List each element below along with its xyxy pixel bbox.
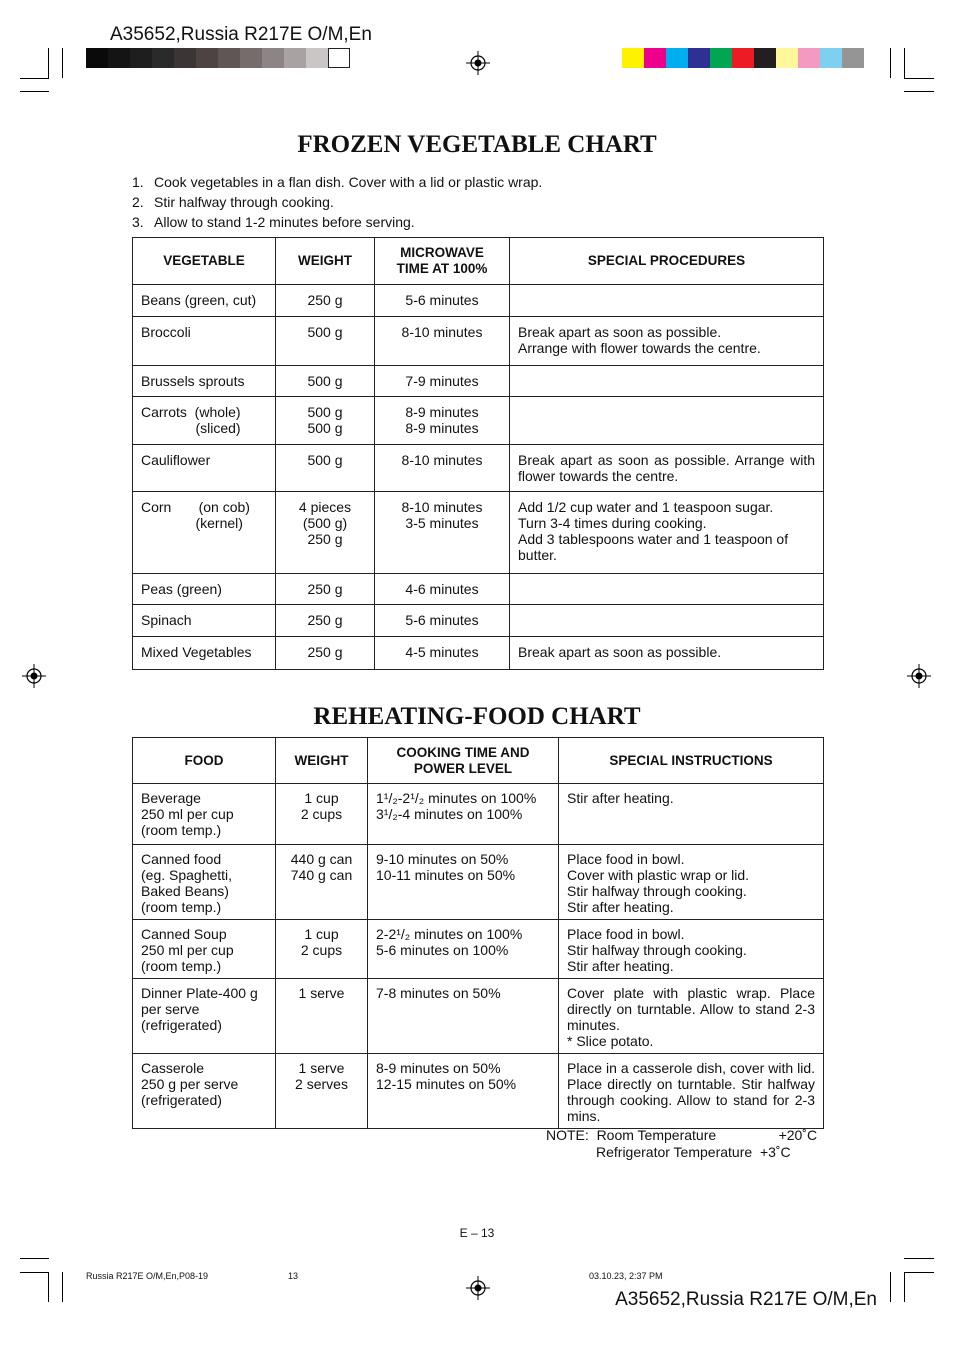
time-cell: 8-10 minutes — [375, 445, 510, 492]
table-row — [133, 784, 824, 845]
reheat-chart-title: REHEATING-FOOD CHART — [313, 703, 641, 730]
food-cell: Beverage 250 ml per cup (room temp.) — [133, 784, 276, 845]
table-row — [133, 397, 824, 445]
color-swatch — [196, 48, 218, 68]
instruction-cell: Place in a casserole dish, cover with lid. Place directly on turntable. Stir halfway through cooking. Allow to stand for 2-3 mins. — [559, 1054, 824, 1129]
registration-mark-icon — [466, 1276, 490, 1300]
color-swatch — [174, 48, 196, 68]
table-row — [133, 285, 824, 317]
registration-mark-icon — [907, 664, 931, 688]
document-code-bottom: A35652,Russia R217E O/M,En — [615, 1289, 877, 1310]
table-row — [133, 445, 824, 492]
color-swatch — [820, 48, 842, 68]
table-row — [133, 920, 824, 979]
food-cell: Dinner Plate-400 g per serve (refrigerated) — [133, 979, 276, 1054]
time-cell: 8-10 minutes 3-5 minutes — [375, 492, 510, 574]
procedure-cell — [510, 397, 824, 445]
weight-cell: 250 g — [276, 574, 375, 605]
weight-cell: 4 pieces (500 g) 250 g — [276, 492, 375, 574]
time-cell: 8-9 minutes 8-9 minutes — [375, 397, 510, 445]
food-cell: Casserole 250 g per serve (refrigerated) — [133, 1054, 276, 1129]
column-header-special-procedures: SPECIAL PROCEDURES — [510, 238, 824, 285]
weight-cell: 250 g — [276, 637, 375, 670]
cooking-time-cell: 7-8 minutes on 50% — [368, 979, 559, 1054]
procedure-cell: Break apart as soon as possible. Arrange with flower towards the centre. — [510, 317, 824, 366]
procedure-cell: Break apart as soon as possible. Arrange with flower towards the centre. — [510, 445, 824, 492]
color-swatch — [284, 48, 306, 68]
food-cell: Canned Soup 250 ml per cup (room temp.) — [133, 920, 276, 979]
column-header-special-instructions: SPECIAL INSTRUCTIONS — [559, 738, 824, 784]
table-row — [133, 366, 824, 397]
page-number: E – 13 — [459, 1226, 495, 1240]
vegetable-cell: Brussels sprouts — [133, 366, 276, 397]
color-swatch — [262, 48, 284, 68]
instruction-item: 3. Allow to stand 1-2 minutes before serving. — [132, 214, 415, 230]
color-swatch — [732, 48, 754, 68]
sheet-number: 13 — [288, 1271, 299, 1281]
color-swatch — [798, 48, 820, 68]
weight-cell: 500 g — [276, 445, 375, 492]
table-row — [133, 574, 824, 605]
weight-cell: 500 g — [276, 317, 375, 366]
instruction-cell: Place food in bowl. Stir halfway through cooking. Stir after heating. — [559, 920, 824, 979]
color-swatch — [842, 48, 864, 68]
color-swatch — [644, 48, 666, 68]
file-slug: Russia R217E O/M,En,P08-19 — [86, 1271, 209, 1281]
color-calibration-bar — [622, 48, 864, 68]
column-header-weight: WEIGHT — [276, 738, 368, 784]
time-cell: 5-6 minutes — [375, 605, 510, 637]
vegetable-cell: Spinach — [133, 605, 276, 637]
procedure-cell — [510, 366, 824, 397]
cooking-time-cell: 2-2¹/₂ minutes on 100% 5-6 minutes on 100% — [368, 920, 559, 979]
weight-cell: 250 g — [276, 605, 375, 637]
table-row — [133, 605, 824, 637]
vegetable-cell: Corn (on cob) (kernel) — [133, 492, 276, 574]
reheating-food-table — [132, 737, 824, 1129]
weight-cell: 500 g — [276, 366, 375, 397]
table-row — [133, 492, 824, 574]
frozen-vegetable-table — [132, 237, 824, 670]
color-swatch — [666, 48, 688, 68]
color-swatch — [240, 48, 262, 68]
table-row — [133, 317, 824, 366]
instruction-cell: Cover plate with plastic wrap. Place directly on turntable. Allow to stand 2-3 minutes. * Slice potato. — [559, 979, 824, 1054]
print-datetime: 03.10.23, 2:37 PM — [589, 1271, 663, 1281]
column-header-weight: WEIGHT — [276, 238, 375, 285]
vegetable-cell: Beans (green, cut) — [133, 285, 276, 317]
cooking-time-cell: 1¹/₂-2¹/₂ minutes on 100% 3¹/₂-4 minutes on 100% — [368, 784, 559, 845]
procedure-cell: Add 1/2 cup water and 1 teaspoon sugar. Turn 3-4 times during cooking. Add 3 tablespoons water and 1 teaspoon of butter. — [510, 492, 824, 574]
table-row — [133, 979, 824, 1054]
column-header-cooking-time: COOKING TIME AND POWER LEVEL — [368, 738, 559, 784]
table-row — [133, 845, 824, 920]
registration-mark-icon — [466, 51, 490, 75]
color-swatch — [86, 48, 108, 68]
weight-cell: 440 g can 740 g can — [276, 845, 368, 920]
frozen-instructions-list — [132, 172, 542, 232]
frozen-chart-title: FROZEN VEGETABLE CHART — [297, 131, 657, 158]
document-code-top: A35652,Russia R217E O/M,En — [110, 24, 372, 45]
color-swatch — [622, 48, 644, 68]
color-swatch — [218, 48, 240, 68]
cooking-time-cell: 8-9 minutes on 50% 12-15 minutes on 50% — [368, 1054, 559, 1129]
vegetable-cell: Broccoli — [133, 317, 276, 366]
cooking-time-cell: 9-10 minutes on 50% 10-11 minutes on 50% — [368, 845, 559, 920]
instruction-cell: Place food in bowl. Cover with plastic wrap or lid. Stir halfway through cooking. Stir after heating. — [559, 845, 824, 920]
procedure-cell — [510, 574, 824, 605]
temperature-note: NOTE: Room Temperature +20˚C Refrigerator Temperature +3˚C — [546, 1127, 818, 1160]
instruction-item: 2. Stir halfway through cooking. — [132, 194, 334, 210]
registration-mark-icon — [22, 664, 46, 688]
color-swatch — [688, 48, 710, 68]
color-swatch — [306, 48, 328, 68]
column-header-food: FOOD — [133, 738, 276, 784]
instruction-item: 1. Cook vegetables in a flan dish. Cover with a lid or plastic wrap. — [132, 174, 543, 190]
procedure-cell — [510, 605, 824, 637]
color-swatch — [710, 48, 732, 68]
weight-cell: 1 cup 2 cups — [276, 920, 368, 979]
procedure-cell — [510, 285, 824, 317]
instruction-cell: Stir after heating. — [559, 784, 824, 845]
table-header-row — [133, 738, 824, 784]
table-row — [133, 1054, 824, 1129]
weight-cell: 500 g 500 g — [276, 397, 375, 445]
table-row — [133, 637, 824, 670]
color-swatch — [754, 48, 776, 68]
time-cell: 4-5 minutes — [375, 637, 510, 670]
column-header-microwave-time: MICROWAVE TIME AT 100% — [375, 238, 510, 285]
weight-cell: 250 g — [276, 285, 375, 317]
color-swatch — [152, 48, 174, 68]
procedure-cell: Break apart as soon as possible. — [510, 637, 824, 670]
color-swatch — [130, 48, 152, 68]
vegetable-cell: Cauliflower — [133, 445, 276, 492]
weight-cell: 1 cup 2 cups — [276, 784, 368, 845]
time-cell: 8-10 minutes — [375, 317, 510, 366]
table-header-row — [133, 238, 824, 285]
time-cell: 4-6 minutes — [375, 574, 510, 605]
grayscale-calibration-bar — [86, 48, 350, 68]
food-cell: Canned food (eg. Spaghetti, Baked Beans) (room temp.) — [133, 845, 276, 920]
vegetable-cell: Mixed Vegetables — [133, 637, 276, 670]
vegetable-cell: Peas (green) — [133, 574, 276, 605]
vegetable-cell: Carrots (whole) (sliced) — [133, 397, 276, 445]
weight-cell: 1 serve — [276, 979, 368, 1054]
time-cell: 7-9 minutes — [375, 366, 510, 397]
color-swatch — [776, 48, 798, 68]
color-swatch — [328, 48, 350, 68]
time-cell: 5-6 minutes — [375, 285, 510, 317]
weight-cell: 1 serve 2 serves — [276, 1054, 368, 1129]
color-swatch — [108, 48, 130, 68]
column-header-vegetable: VEGETABLE — [133, 238, 276, 285]
